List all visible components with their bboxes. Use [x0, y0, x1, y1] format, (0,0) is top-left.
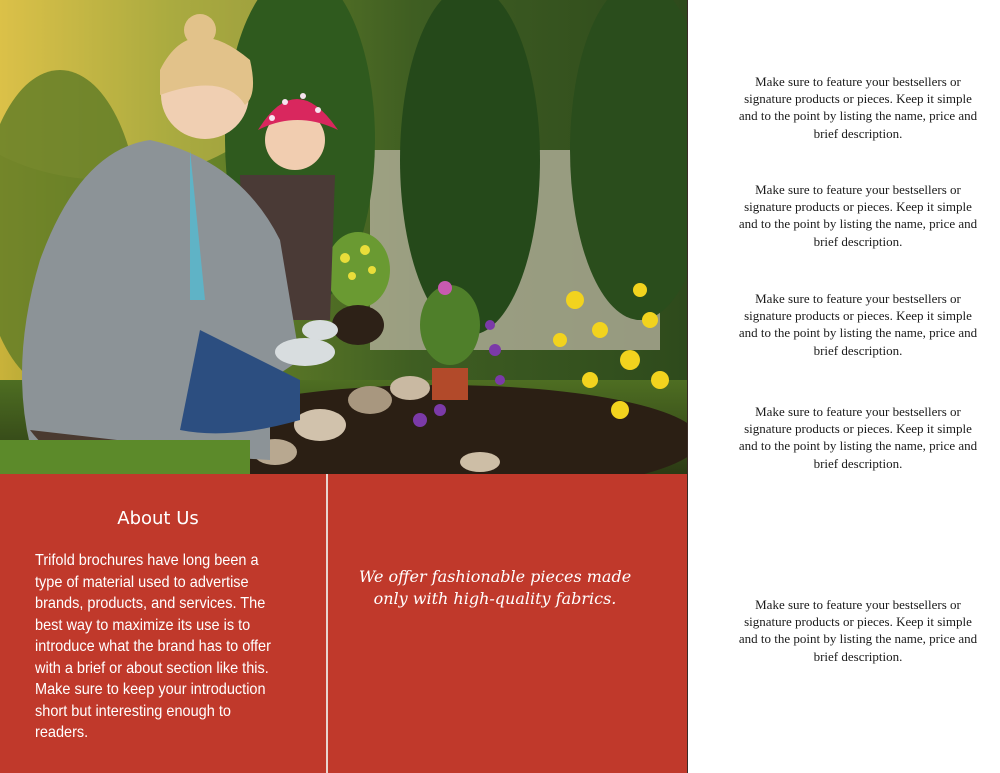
feature-text-4: Make sure to feature your bestsellers or signature products or pieces. Keep it simple and to the point by listing the name, price and brief description. [738, 404, 978, 471]
about-us-text: Trifold brochures have long been a type of material used to advertise brands, products, and services. The best way to maximize its use is to introduce what the brand has to offer with a brief or about section like this. Make sure to keep your introduction short but interesting enough to readers. [35, 552, 271, 741]
about-us-heading: About Us [117, 508, 199, 529]
feature-text-1: Make sure to feature your bestsellers or signature products or pieces. Keep it simple and to the point by listing the name, price and brief description. [738, 74, 978, 141]
fold-line [687, 0, 688, 773]
tagline-text: We offer fashionable pieces made only with high-quality fabrics. [358, 567, 632, 608]
tagline-panel [328, 474, 687, 773]
feature-text-5: Make sure to feature your bestsellers or signature products or pieces. Keep it simple and to the point by listing the name, price and brief description. [738, 597, 978, 664]
feature-text-2: Make sure to feature your bestsellers or signature products or pieces. Keep it simple and to the point by listing the name, price and brief description. [738, 182, 978, 249]
hero-photo-gardening [0, 0, 688, 474]
hero-photo-illustration [0, 0, 688, 474]
feature-text-3: Make sure to feature your bestsellers or signature products or pieces. Keep it simple and to the point by listing the name, price and brief description. [738, 291, 978, 358]
panel-divider [326, 474, 328, 773]
